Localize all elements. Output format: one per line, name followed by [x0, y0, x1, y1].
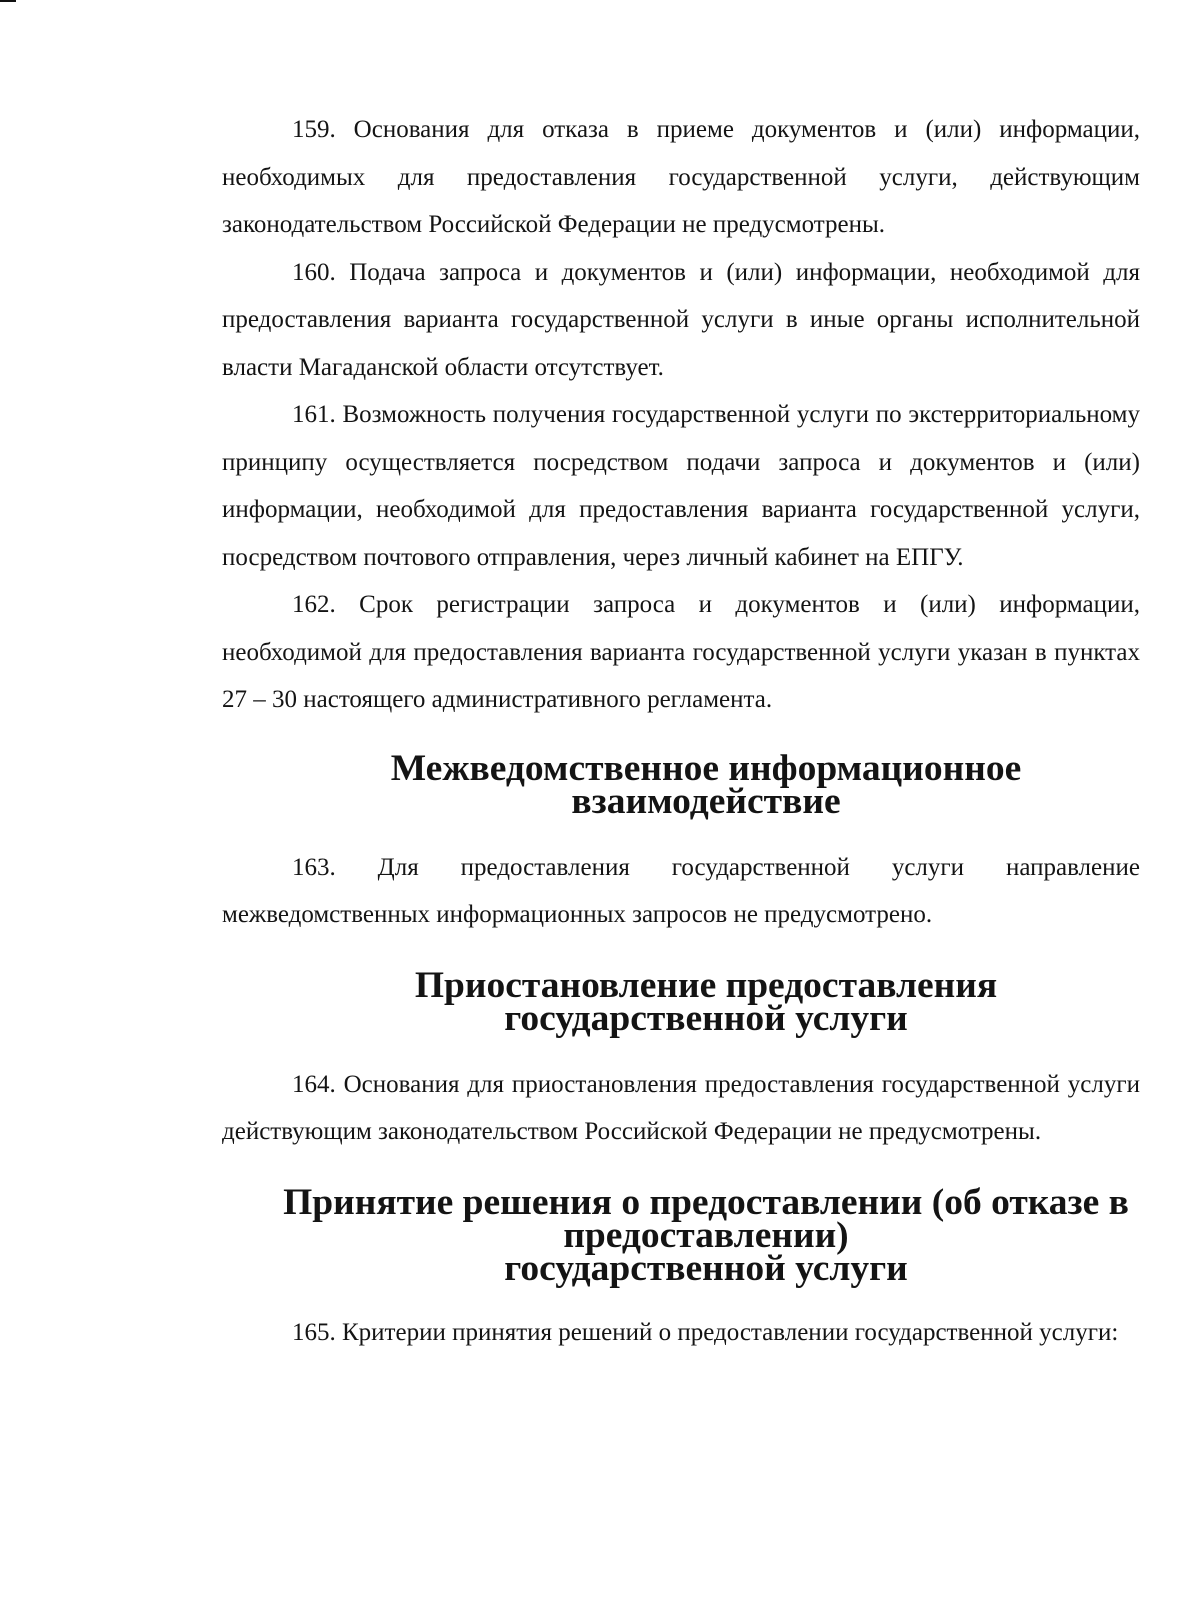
document-page [222, 106, 1140, 1356]
heading-decision-line2: государственной услуги [504, 1247, 908, 1289]
heading-decision [222, 1181, 1140, 1289]
paragraph-164: 164. Основания для приостановления предоставления государственной услуги действующим законодательством Российской Федерации не предусмотрены. [222, 1070, 1140, 1145]
heading-interagency [222, 747, 1140, 822]
scan-edge-mark [0, 0, 16, 2]
paragraph-160: 160. Подача запроса и документов и (или) информации, необходимой для предоставления варианта государственной услуги в иные органы исполнительной власти Магаданской области отсутствует. [222, 258, 1140, 381]
paragraph-163: 163. Для предоставления государственной услуги направление межведомственных информационных запросов не предусмотрено. [222, 853, 1140, 928]
paragraph-161: 161. Возможность получения государственной услуги по экстерриториальному принципу осуществляется посредством подачи запроса и документов и (или) информации, необходимой для предоставления варианта государственной услуги, посредством почтового отправления, через личный кабинет на ЕПГУ. [222, 401, 1140, 571]
paragraph-162: 162. Срок регистрации запроса и документов и (или) информации, необходимой для предоставления варианта государственной услуги указан в пунктах 27 – 30 настоящего административного регламента. [222, 591, 1140, 713]
heading-suspension [222, 964, 1140, 1039]
paragraph-159: 159. Основания для отказа в приеме документов и (или) информации, необходимых для предоставления государственной услуги, действующим законодательством Российской Федерации не предусмотрены. [222, 116, 1140, 238]
paragraph-165: 165. Критерии принятия решений о предоставлении государственной услуги: [292, 1318, 1119, 1346]
heading-interagency-text: Межведомственное информационное взаимодействие [390, 747, 1022, 822]
heading-decision-line1: Принятие решения о предоставлении (об отказе в предоставлении) [283, 1181, 1129, 1256]
heading-suspension-text: Приостановление предоставления государственной услуги [414, 964, 998, 1039]
